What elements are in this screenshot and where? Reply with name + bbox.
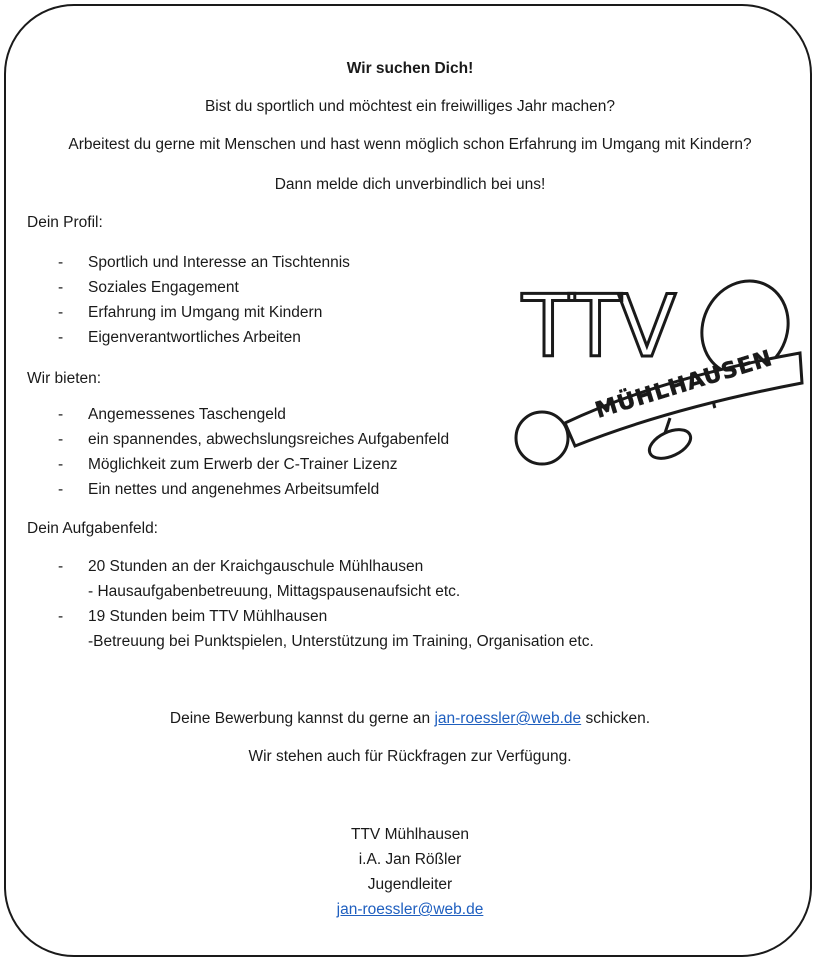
paddle-handle-icon — [645, 418, 695, 464]
questions-line: Wir stehen auch für Rückfragen zur Verfügung. — [248, 748, 572, 765]
bullet-marker: - — [58, 558, 64, 575]
logo-letters: TTV — [522, 277, 673, 377]
section-title-profil: Dein Profil: — [27, 214, 103, 231]
page-heading: Wir suchen Dich! — [346, 60, 474, 77]
application-text-after: schicken. — [581, 710, 651, 727]
list-item-aufgaben-1-detail: - Hausaufgabenbetreuung, Mittagspausenaufsicht etc. — [88, 583, 461, 600]
application-line — [0, 708, 820, 730]
application-email-link[interactable]: jan-roessler@web.de — [434, 710, 582, 727]
list-item-bieten-3: Möglichkeit zum Erwerb der C-Trainer Lizenz — [88, 456, 398, 473]
list-item-profil-2: Soziales Engagement — [88, 279, 239, 296]
list-item-profil-4: Eigenverantwortliches Arbeiten — [88, 329, 301, 346]
bullet-marker: - — [58, 254, 64, 271]
signature-email-link[interactable]: jan-roessler@web.de — [336, 901, 484, 918]
bullet-marker: - — [58, 329, 64, 346]
list-item-aufgaben-2: 19 Stunden beim TTV Mühlhausen — [88, 608, 328, 625]
ball-icon — [516, 412, 568, 464]
list-item-bieten-4: Ein nettes und angenehmes Arbeitsumfeld — [88, 481, 380, 498]
list-item-profil-3: Erfahrung im Umgang mit Kindern — [88, 304, 323, 321]
bullet-marker: - — [58, 456, 64, 473]
section-title-bieten: Wir bieten: — [27, 370, 102, 387]
logo-banner-text: MÜHLHAUSEN — [592, 346, 776, 424]
intro-line-2: Arbeitest du gerne mit Menschen und hast wenn möglich schon Erfahrung im Umgang mit Kindern? — [68, 136, 752, 153]
list-item-aufgaben-1: 20 Stunden an der Kraichgauschule Mühlhausen — [88, 558, 424, 575]
bullet-marker: - — [58, 279, 64, 296]
signature-email-line — [0, 899, 820, 921]
bullet-marker: - — [58, 431, 64, 448]
bullet-marker: - — [58, 608, 64, 625]
signature-org: TTV Mühlhausen — [350, 826, 470, 843]
list-item-profil-1: Sportlich und Interesse an Tischtennis — [88, 254, 350, 271]
list-item-aufgaben-2-detail: -Betreuung bei Punktspielen, Unterstützung im Training, Organisation etc. — [88, 633, 594, 650]
signature-name: i.A. Jan Rößler — [358, 851, 462, 868]
list-item-bieten-2: ein spannendes, abwechslungsreiches Aufgabenfeld — [88, 431, 450, 448]
ttv-muehlhausen-logo — [510, 268, 805, 493]
intro-line-3: Dann melde dich unverbindlich bei uns! — [274, 176, 546, 193]
application-text-before: Deine Bewerbung kannst du gerne an — [169, 710, 435, 727]
section-title-aufgaben: Dein Aufgabenfeld: — [27, 520, 158, 537]
bullet-marker: - — [58, 406, 64, 423]
signature-role: Jugendleiter — [367, 876, 453, 893]
bullet-marker: - — [58, 304, 64, 321]
intro-line-1: Bist du sportlich und möchtest ein freiwilliges Jahr machen? — [204, 98, 616, 115]
list-item-bieten-1: Angemessenes Taschengeld — [88, 406, 286, 423]
bullet-marker: - — [58, 481, 64, 498]
